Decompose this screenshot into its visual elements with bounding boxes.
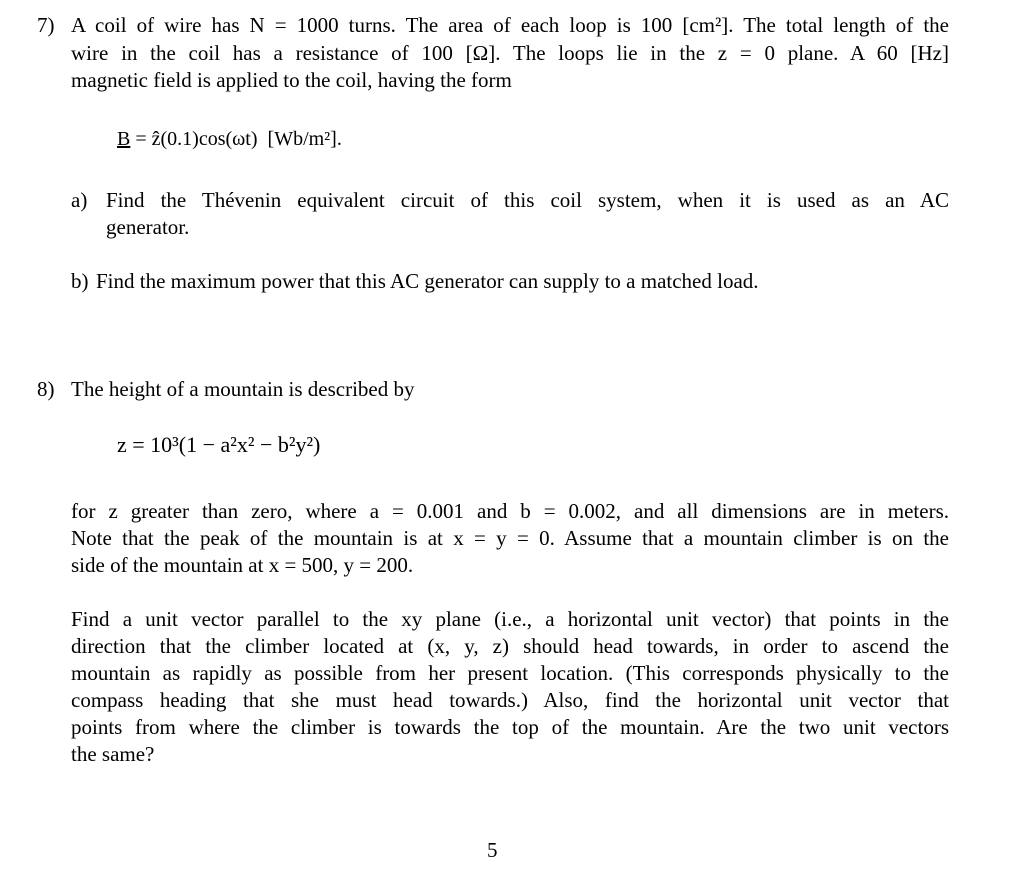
problem-8-para2-line-4: compass heading that she must head towards.) Also, find the horizontal unit vector that (71, 688, 949, 712)
problem-8-para1-line-3: side of the mountain at x = 500, y = 200. (71, 553, 414, 577)
problem-8-para1-line-1: for z greater than zero, where a = 0.001 and b = 0.002, and all dimensions are in meters. (71, 499, 949, 523)
problem-8-para2-line-1: Find a unit vector parallel to the xy plane (i.e., a horizontal unit vector) that points in the (71, 607, 949, 631)
problem-8-intro: The height of a mountain is described by (71, 377, 415, 401)
mountain-equation: z = 10³(1 − a²x² − b²y²) (117, 432, 321, 457)
problem-8-para2-line-3: mountain as rapidly as possible from her present location. (This corresponds physically to the (71, 661, 949, 685)
problem-8-para2-line-2: direction that the climber located at (x, y, z) should head towards, in order to ascend the (71, 634, 949, 658)
problem-7-number: 7) (37, 13, 55, 37)
part-a-line-1: Find the Thévenin equivalent circuit of this coil system, when it is used as an AC (106, 188, 949, 212)
part-a-label: a) (71, 188, 88, 212)
problem-8-para1-line-2: Note that the peak of the mountain is at x = y = 0. Assume that a mountain climber is on the (71, 526, 949, 550)
part-b-text: Find the maximum power that this AC generator can supply to a matched load. (96, 269, 759, 293)
page-number: 5 (487, 838, 498, 862)
problem-8-para2-line-6: the same? (71, 742, 155, 766)
problem-7-equation (117, 124, 342, 154)
problem-7-line-3: magnetic field is applied to the coil, having the form (71, 68, 512, 92)
part-a-line-2: generator. (106, 215, 190, 239)
problem-8-number: 8) (37, 377, 55, 401)
problem-8-para2-line-5: points from where the climber is towards the top of the mountain. Are the two unit vectors (71, 715, 949, 739)
problem-7-line-2: wire in the coil has a resistance of 100 [Ω]. The loops lie in the z = 0 plane. A 60 [Hz] (71, 41, 949, 65)
b-field-symbol: B (117, 128, 131, 150)
part-b-label: b) (71, 269, 89, 293)
b-field-expression: = ẑ(0.1)cos(ωt) (135, 128, 258, 150)
b-field-units: [Wb/m²]. (267, 128, 342, 150)
problem-7-line-1: A coil of wire has N = 1000 turns. The area of each loop is 100 [cm²]. The total length of the (71, 13, 949, 37)
